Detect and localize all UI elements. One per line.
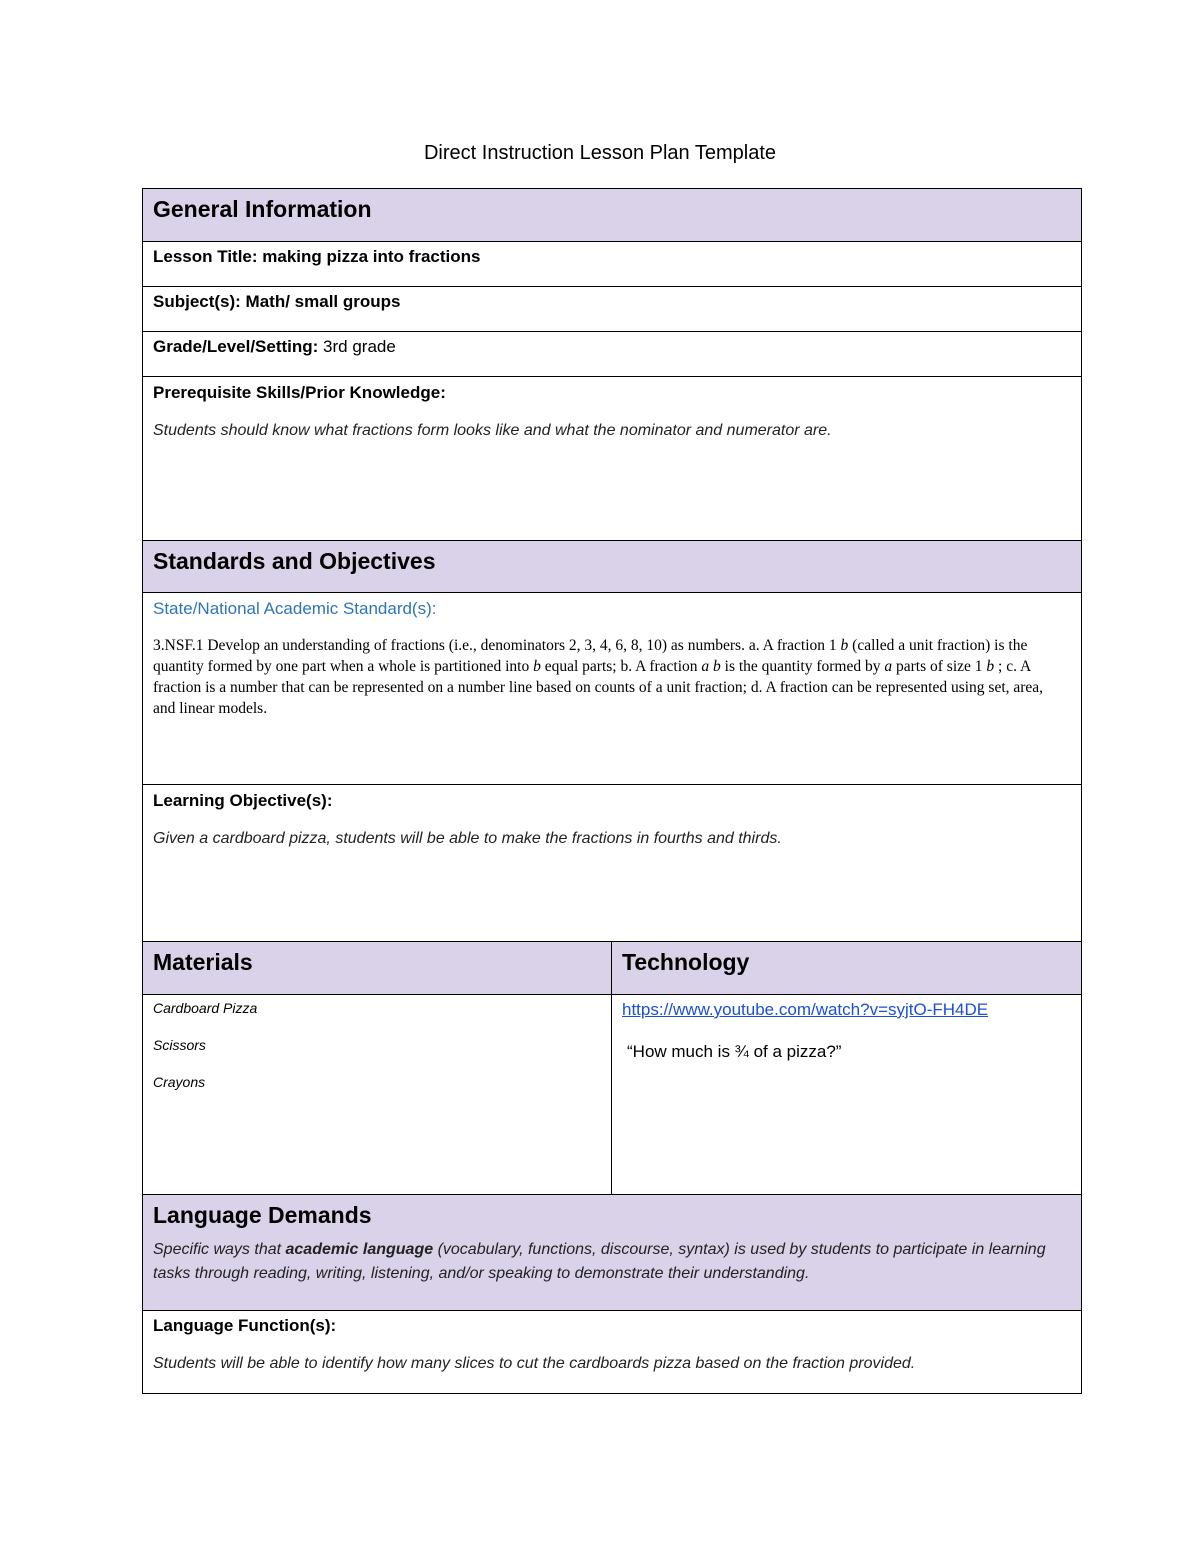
standards-header-row [143, 541, 1082, 593]
learning-objective-label: Learning Objective(s): [153, 791, 333, 810]
grade-label: Grade/Level/Setting: [153, 337, 319, 356]
general-info-header-row [143, 189, 1082, 242]
subjects: Subject(s): Math/ small groups [153, 292, 401, 311]
technology-header [612, 942, 1082, 995]
grade-row [143, 332, 1082, 377]
technology-heading: Technology [622, 949, 750, 975]
materials-tech-body-row [143, 995, 1082, 1195]
list-item: Cardboard Pizza [153, 1000, 258, 1016]
lesson-title-row [143, 242, 1082, 287]
subjects-row [143, 287, 1082, 332]
state-standard-label: State/National Academic Standard(s): [153, 599, 437, 618]
state-standard-row [143, 593, 1082, 785]
language-function-row [143, 1311, 1082, 1394]
general-info-heading: General Information [153, 196, 372, 222]
language-demands-description: Specific ways that academic language (vocabulary, functions, discourse, syntax) is used by students to participate in learning tasks through reading, writing, listening, and/or speaking to demonstrate their understanding. [153, 1241, 1046, 1282]
prereq-label: Prerequisite Skills/Prior Knowledge: [153, 383, 446, 402]
lesson-title: Lesson Title: making pizza into fractions [153, 247, 481, 266]
technology-quote: “How much is ¾ of a pizza?” [627, 1042, 842, 1061]
general-info-header [143, 189, 1082, 242]
language-function-text: Students will be able to identify how many slices to cut the cardboards pizza based on the fraction provided. [153, 1355, 916, 1372]
youtube-link[interactable]: https://www.youtube.com/watch?v=syjtO-FH4DE [622, 1000, 989, 1019]
list-item: Crayons [153, 1074, 206, 1090]
language-demands-heading: Language Demands [153, 1202, 372, 1228]
prereq-row [143, 377, 1082, 541]
grade-value: 3rd grade [318, 337, 396, 356]
prereq-text: Students should know what fractions form looks like and what the nominator and numerator are. [153, 422, 832, 439]
language-demands-row [143, 1195, 1082, 1311]
state-standard-text: 3.NSF.1 Develop an understanding of fractions (i.e., denominators 2, 3, 4, 6, 8, 10) as numbers. a. A fraction 1 b (called a unit fraction) is the quantity formed by one part when a whole is partitioned into b equal parts; b. A fraction a b is the quantity formed by a parts of size 1 b ; c. A fraction is a number that can be represented on a number line based on counts of a unit fraction; d. A fraction can be represented using set, area, and linear models. [153, 637, 1044, 717]
language-demands-header [143, 1195, 1082, 1311]
standards-header [143, 541, 1082, 593]
materials-header [143, 942, 612, 995]
list-item: Scissors [153, 1037, 206, 1053]
learning-objective-text: Given a cardboard pizza, students will be able to make the fractions in fourths and thirds. [153, 830, 782, 847]
learning-objective-row [143, 785, 1082, 942]
language-function-label: Language Function(s): [153, 1316, 337, 1335]
standards-heading: Standards and Objectives [153, 548, 436, 574]
materials-heading: Materials [153, 949, 253, 975]
materials-tech-header-row [143, 942, 1082, 995]
technology-cell [612, 995, 1082, 1195]
lesson-plan-table [142, 188, 1082, 1394]
document-title: Direct Instruction Lesson Plan Template [423, 142, 777, 164]
materials-cell [143, 995, 612, 1195]
